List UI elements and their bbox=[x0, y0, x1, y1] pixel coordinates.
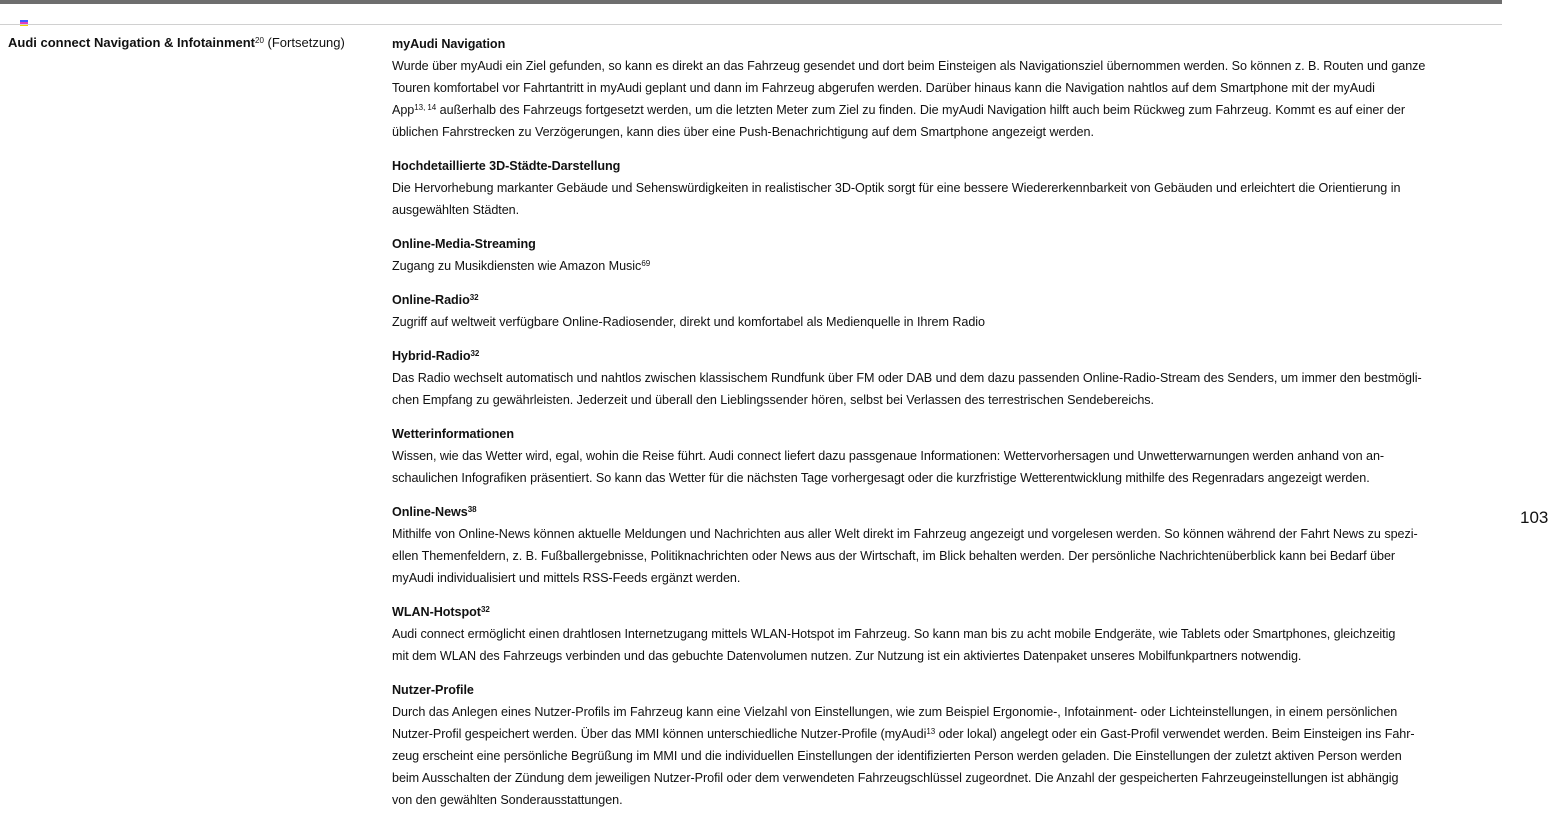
footnote-ref: 13, 14 bbox=[414, 103, 437, 112]
header-divider bbox=[0, 24, 1502, 25]
feature-title bbox=[392, 289, 1502, 311]
body-line bbox=[392, 121, 1502, 143]
body-line bbox=[392, 467, 1502, 489]
body-text: Nutzer-Profil gespeichert werden. Über das MMI können unterschiedliche Nutzer-Profile (myAudi bbox=[392, 727, 927, 741]
body-line bbox=[392, 255, 1502, 277]
body-text: außerhalb des Fahrzeugs fortgesetzt werden, um die letzten Meter zum Ziel zu finden. Die myAudi Navigation hilft auch beim Rückweg zum Fahrzeug. Kommt es auf einer der bbox=[436, 103, 1405, 117]
body-text: Die Hervorhebung markanter Gebäude und Sehenswürdigkeiten in realistischer 3D-Optik sorgt für eine bessere Wiedererkennbarkeit von Gebäuden und erleichtert die Orientierung in bbox=[392, 181, 1401, 195]
feature-title-text: Online-Radio bbox=[392, 293, 470, 307]
category-title: Audi connect Navigation & Infotainment bbox=[8, 35, 256, 50]
body-line bbox=[392, 523, 1502, 545]
feature-title bbox=[392, 155, 1502, 177]
feature-section bbox=[392, 679, 1502, 811]
feature-title-text: Hochdetaillierte 3D-Städte-Darstellung bbox=[392, 159, 621, 173]
body-text: schaulichen Infografiken präsentiert. So kann das Wetter für die nächsten Tage vorhergesagt oder die kurzfristige Wetterentwicklung mithilfe des Regenradars angezeigt werden. bbox=[392, 471, 1370, 485]
body-line bbox=[392, 445, 1502, 467]
body-line bbox=[392, 389, 1502, 411]
body-text: Durch das Anlegen eines Nutzer-Profils im Fahrzeug kann eine Vielzahl von Einstellungen, wie zum Beispiel Ergonomie-, Infotainment- oder Lichteinstellungen, in einem persönlichen bbox=[392, 705, 1398, 719]
body-line bbox=[392, 177, 1502, 199]
body-line bbox=[392, 623, 1502, 645]
body-text: Zugang zu Musikdiensten wie Amazon Music bbox=[392, 259, 642, 273]
feature-section bbox=[392, 233, 1502, 277]
feature-section bbox=[392, 423, 1502, 489]
body-line bbox=[392, 701, 1502, 723]
feature-title bbox=[392, 233, 1502, 255]
body-text: Das Radio wechselt automatisch und nahtlos zwischen klassischem Rundfunk über FM oder DAB und dem dazu passenden Online-Radio-Stream des Senders, um immer den bestmögli- bbox=[392, 371, 1422, 385]
footnote-ref: 69 bbox=[641, 259, 651, 268]
body-text: mit dem WLAN des Fahrzeugs verbinden und das gebuchte Datenvolumen nutzen. Zur Nutzung ist ein aktiviertes Datenpaket unseres Mobilfunkpartners notwendig. bbox=[392, 649, 1302, 663]
feature-section bbox=[392, 501, 1502, 589]
feature-title-text: myAudi Navigation bbox=[392, 37, 506, 51]
body-line bbox=[392, 767, 1502, 789]
feature-section bbox=[392, 155, 1502, 221]
body-line bbox=[392, 77, 1502, 99]
body-text: Zugriff auf weltweit verfügbare Online-Radiosender, direkt und komfortabel als Medienquelle in Ihrem Radio bbox=[392, 315, 985, 329]
body-line bbox=[392, 723, 1502, 745]
body-text: ellen Themenfeldern, z. B. Fußballergebnisse, Politiknachrichten oder News aus der Wirtschaft, im Blick behalten werden. Der persönliche Nachrichtenüberblick kann bei Bedarf über bbox=[392, 549, 1396, 563]
footnote-ref: 32 bbox=[470, 349, 480, 358]
body-text: Wissen, wie das Wetter wird, egal, wohin die Reise führt. Audi connect liefert dazu passgenaue Informationen: Wettervorhersagen und Unwetterwarnungen werden anhand von an- bbox=[392, 449, 1385, 463]
feature-section bbox=[392, 289, 1502, 333]
feature-title bbox=[392, 345, 1502, 367]
feature-section bbox=[392, 601, 1502, 667]
body-line bbox=[392, 55, 1502, 77]
body-text: Mithilfe von Online-News können aktuelle Meldungen und Nachrichten aus aller Welt direkt im Fahrzeug angezeigt und vorgelesen werden. So können während der Fahrt News zu spezi- bbox=[392, 527, 1418, 541]
feature-section bbox=[392, 345, 1502, 411]
feature-title-text: Wetterinformationen bbox=[392, 427, 514, 441]
body-line bbox=[392, 367, 1502, 389]
footnote-ref: 13 bbox=[926, 727, 936, 736]
body-text: chen Empfang zu gewährleisten. Jederzeit und überall den Lieblingssender hören, selbst bei Verlassen des terrestrischen Sendebereichs. bbox=[392, 393, 1154, 407]
body-line bbox=[392, 311, 1502, 333]
body-text: Touren komfortabel vor Fahrtantritt in myAudi geplant und dann im Fahrzeug abgerufen werden. Darüber hinaus kann die Navigation nahtlos auf dem Smartphone mit der myAudi bbox=[392, 81, 1375, 95]
page-number: 103 bbox=[1520, 508, 1549, 527]
feature-title bbox=[392, 601, 1502, 623]
body-text: zeug erscheint eine persönliche Begrüßung im MMI und die individuellen Einstellungen der identifizierten Person werden geladen. Die Einstellungen der zuletzt aktiven Person werden bbox=[392, 749, 1402, 763]
body-line bbox=[392, 545, 1502, 567]
category-suffix: (Fortsetzung) bbox=[263, 35, 345, 50]
body-text: Audi connect ermöglicht einen drahtlosen Internetzugang mittels WLAN-Hotspot im Fahrzeug. So kann man bis zu acht mobile Endgeräte, wie Tablets oder Smartphones, gleichzeitig bbox=[392, 627, 1396, 641]
color-marker-icon bbox=[20, 20, 28, 26]
feature-title-text: Online-News bbox=[392, 505, 468, 519]
body-text: oder lokal) angelegt oder ein Gast-Profil verwendet werden. Beim Einsteigen ins Fahr- bbox=[935, 727, 1415, 741]
feature-title-text: WLAN-Hotspot bbox=[392, 605, 481, 619]
body-text: üblichen Fahrstrecken zu Verzögerungen, kann dies über eine Push-Benachrichtigung auf dem Smartphone angezeigt werden. bbox=[392, 125, 1094, 139]
feature-title bbox=[392, 423, 1502, 445]
feature-title-text: Nutzer-Profile bbox=[392, 683, 474, 697]
footnote-ref: 38 bbox=[467, 505, 477, 514]
footnote-ref: 32 bbox=[469, 293, 479, 302]
feature-title bbox=[392, 33, 1502, 55]
body-text: ausgewählten Städten. bbox=[392, 203, 520, 217]
body-text: beim Ausschalten der Zündung dem jeweiligen Nutzer-Profil oder dem verwendeten Fahrzeugschlüssel zugeordnet. Die Anzahl der gespeicherten Fahrzeugeinstellungen ist abhängig bbox=[392, 771, 1399, 785]
feature-section bbox=[392, 33, 1502, 143]
footnote-ref: 32 bbox=[480, 605, 490, 614]
feature-title bbox=[392, 501, 1502, 523]
feature-title-text: Online-Media-Streaming bbox=[392, 237, 536, 251]
feature-title-text: Hybrid-Radio bbox=[392, 349, 471, 363]
footnote-ref: 20 bbox=[255, 36, 264, 45]
body-line bbox=[392, 99, 1502, 121]
feature-title bbox=[392, 679, 1502, 701]
body-text: myAudi individualisiert und mittels RSS-Feeds ergänzt werden. bbox=[392, 571, 741, 585]
category-heading bbox=[8, 34, 345, 52]
body-line bbox=[392, 789, 1502, 811]
body-line bbox=[392, 199, 1502, 221]
body-line bbox=[392, 645, 1502, 667]
body-text: von den gewählten Sonderausstattungen. bbox=[392, 793, 623, 807]
body-text: App bbox=[392, 103, 415, 117]
body-text: Wurde über myAudi ein Ziel gefunden, so kann es direkt an das Fahrzeug gesendet und dort beim Einsteigen als Navigationsziel übernommen werden. So können z. B. Routen und ganze bbox=[392, 59, 1426, 73]
feature-list bbox=[392, 33, 1502, 823]
body-line bbox=[392, 567, 1502, 589]
top-border bbox=[0, 0, 1502, 4]
body-line bbox=[392, 745, 1502, 767]
